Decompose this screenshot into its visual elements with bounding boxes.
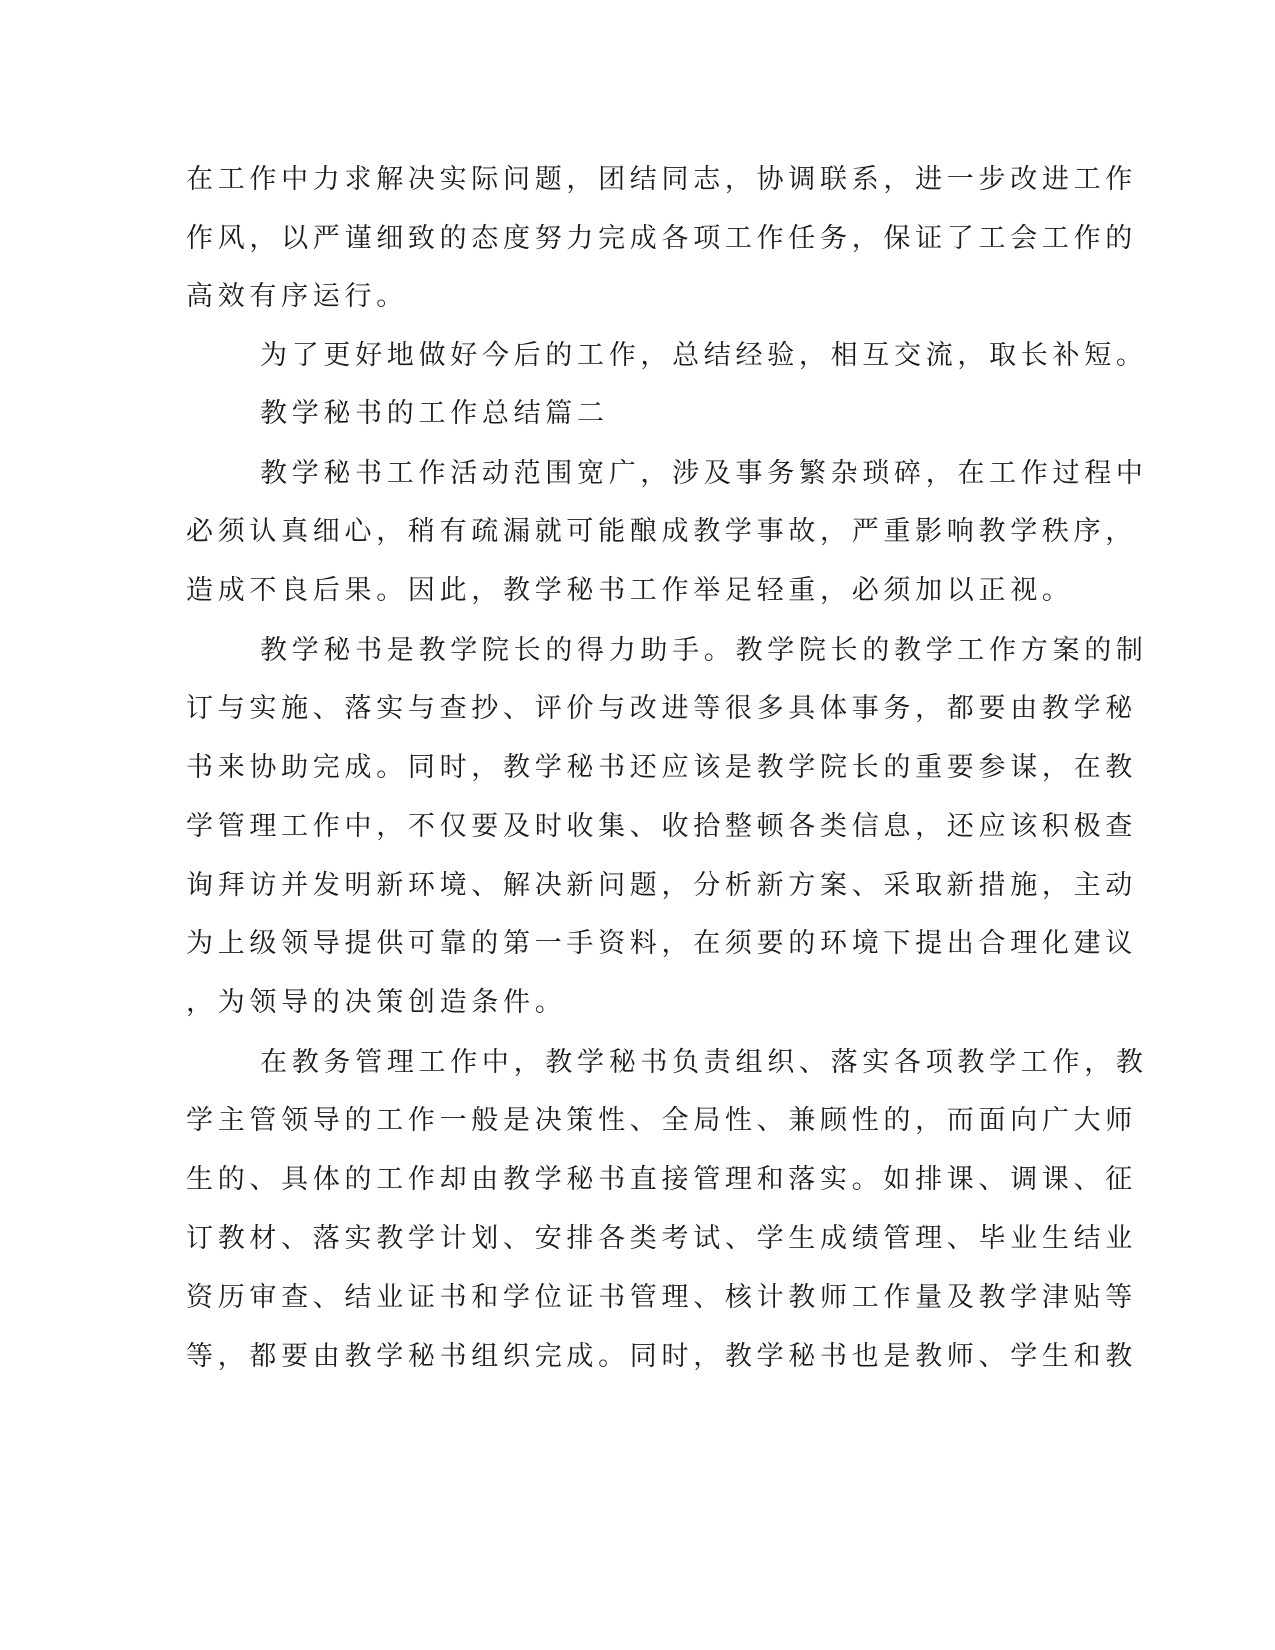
text-line: 等，都要由教学秘书组织完成。同时，教学秘书也是教师、学生和教	[186, 1341, 1137, 1372]
text-line: 学主管领导的工作一般是决策性、全局性、兼顾性的，而面向广大师	[186, 1105, 1137, 1136]
text-line: 书来协助完成。同时，教学秘书还应该是教学院长的重要参谋，在教	[186, 752, 1137, 783]
text-line: 生的、具体的工作却由教学秘书直接管理和落实。如排课、调课、征	[186, 1164, 1137, 1195]
text-line: 教学秘书工作活动范围宽广，涉及事务繁杂琐碎，在工作过程中	[260, 458, 1148, 489]
text-line: 资历审查、结业证书和学位证书管理、核计教师工作量及教学津贴等	[186, 1282, 1137, 1313]
text-line: 在教务管理工作中，教学秘书负责组织、落实各项教学工作，教	[260, 1047, 1148, 1078]
text-line: 教学秘书是教学院长的得力助手。教学院长的教学工作方案的制	[260, 635, 1148, 666]
text-line: 高效有序运行。	[186, 281, 408, 312]
section-heading: 教学秘书的工作总结篇二	[260, 398, 609, 429]
text-line: 造成不良后果。因此，教学秘书工作举足轻重，必须加以正视。	[186, 575, 1074, 606]
text-line: ，为领导的决策创造条件。	[186, 987, 567, 1018]
text-line: 在工作中力求解决实际问题，团结同志，协调联系，进一步改进工作	[186, 164, 1137, 195]
text-line: 学管理工作中，不仅要及时收集、收拾整顿各类信息，还应该积极查	[186, 811, 1137, 842]
text-line: 为上级领导提供可靠的第一手资料，在须要的环境下提出合理化建议	[186, 928, 1137, 959]
text-line: 必须认真细心，稍有疏漏就可能酿成教学事故，严重影响教学秩序，	[186, 516, 1137, 547]
text-line: 订与实施、落实与查抄、评价与改进等很多具体事务，都要由教学秘	[186, 693, 1137, 724]
text-line: 作风，以严谨细致的态度努力完成各项工作任务，保证了工会工作的	[186, 223, 1137, 254]
text-line: 询拜访并发明新环境、解决新问题，分析新方案、采取新措施，主动	[186, 870, 1137, 901]
text-line: 订教材、落实教学计划、安排各类考试、学生成绩管理、毕业生结业	[186, 1223, 1137, 1254]
text-line: 为了更好地做好今后的工作，总结经验，相互交流，取长补短。	[260, 340, 1148, 371]
